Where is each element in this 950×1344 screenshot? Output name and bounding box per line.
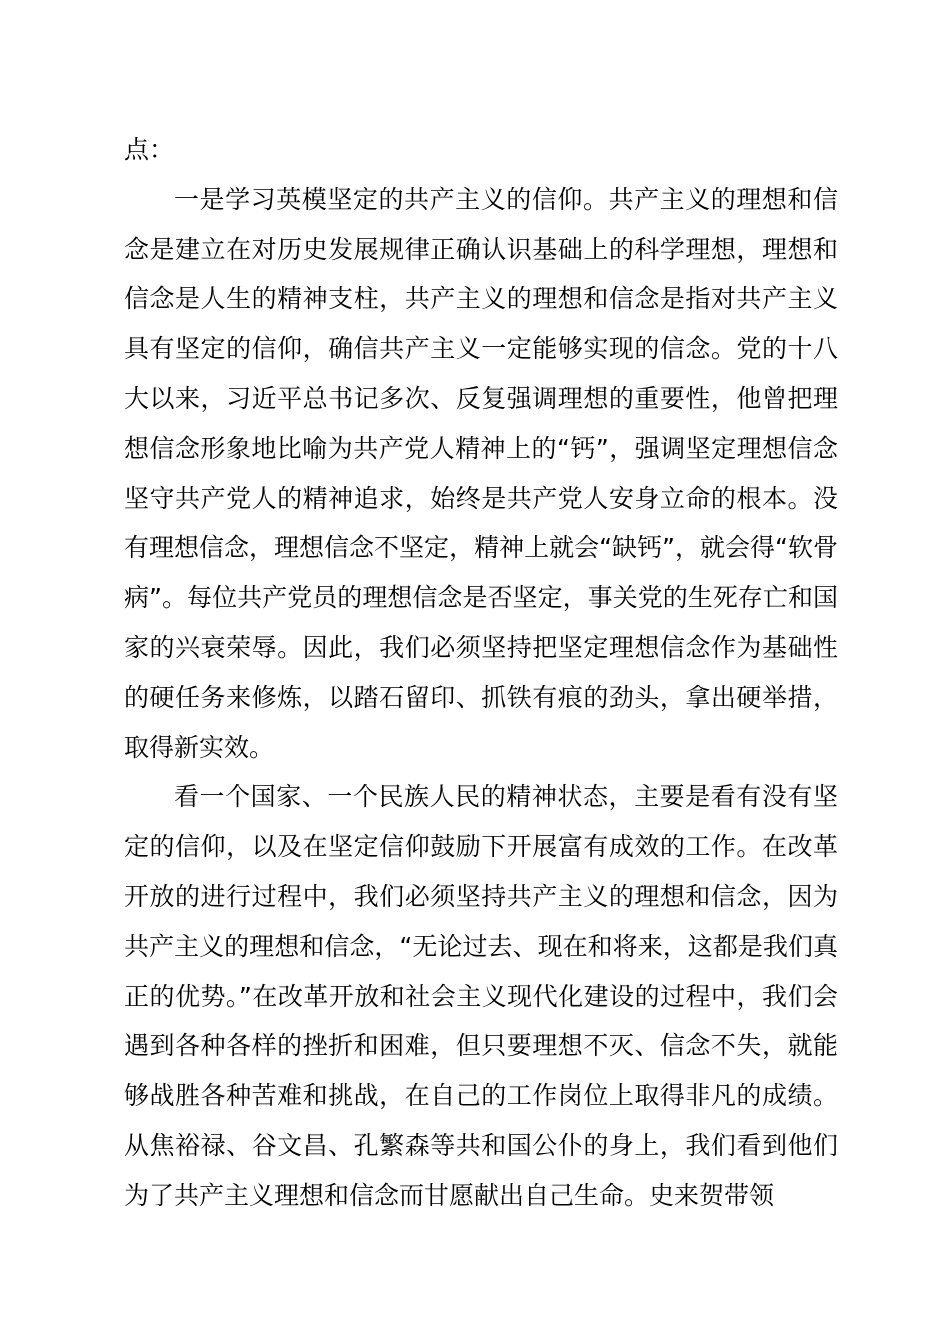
paragraph-continuation: 点：	[124, 135, 175, 164]
document-body	[124, 125, 838, 1221]
paragraph-faith: 一是学习英模坚定的共产主义的信仰。共产主义的理想和信念是建立在对历史发展规律正确认识基础上的科学理想，理想和信念是人生的精神支柱，共产主义的理想和信念是指对共产主义具有坚定的信仰，确信共产主义一定能够实现的信念。党的十八大以来，习近平总书记多次、反复强调理想的重要性，他曾把理想信念形象地比喻为共产党人精神上的“钙”，强调坚定理想信念坚守共产党人的精神追求，始终是共产党人安身立命的根本。没有理想信念，理想信念不坚定，精神上就会“缺钙”，就会得“软骨病”。每位共产党员的理想信念是否坚定，事关党的生死存亡和国家的兴衰荣辱。因此，我们必须坚持把坚定理想信念作为基础性的硬任务来修炼，以踏石留印、抓铁有痕的劲头，拿出硬举措，取得新实效。	[124, 184, 838, 762]
paragraph-national-spirit: 看一个国家、一个民族人民的精神状态，主要是看有没有坚定的信仰，以及在坚定信仰鼓励下开展富有成效的工作。在改革开放的进行过程中，我们必须坚持共产主义的理想和信念，因为共产主义的理想和信念，“无论过去、现在和将来，这都是我们真正的优势。”在改革开放和社会主义现代化建设的过程中，我们会遇到各种各样的挫折和困难，但只要理想不灭、信念不失，就能够战胜各种苦难和挑战，在自己的工作岗位上取得非凡的成绩。从焦裕禄、谷文昌、孔繁森等共和国公仆的身上，我们看到他们为了共产主义理想和信念而甘愿献出自己生命。史来贺带领	[124, 782, 838, 1210]
